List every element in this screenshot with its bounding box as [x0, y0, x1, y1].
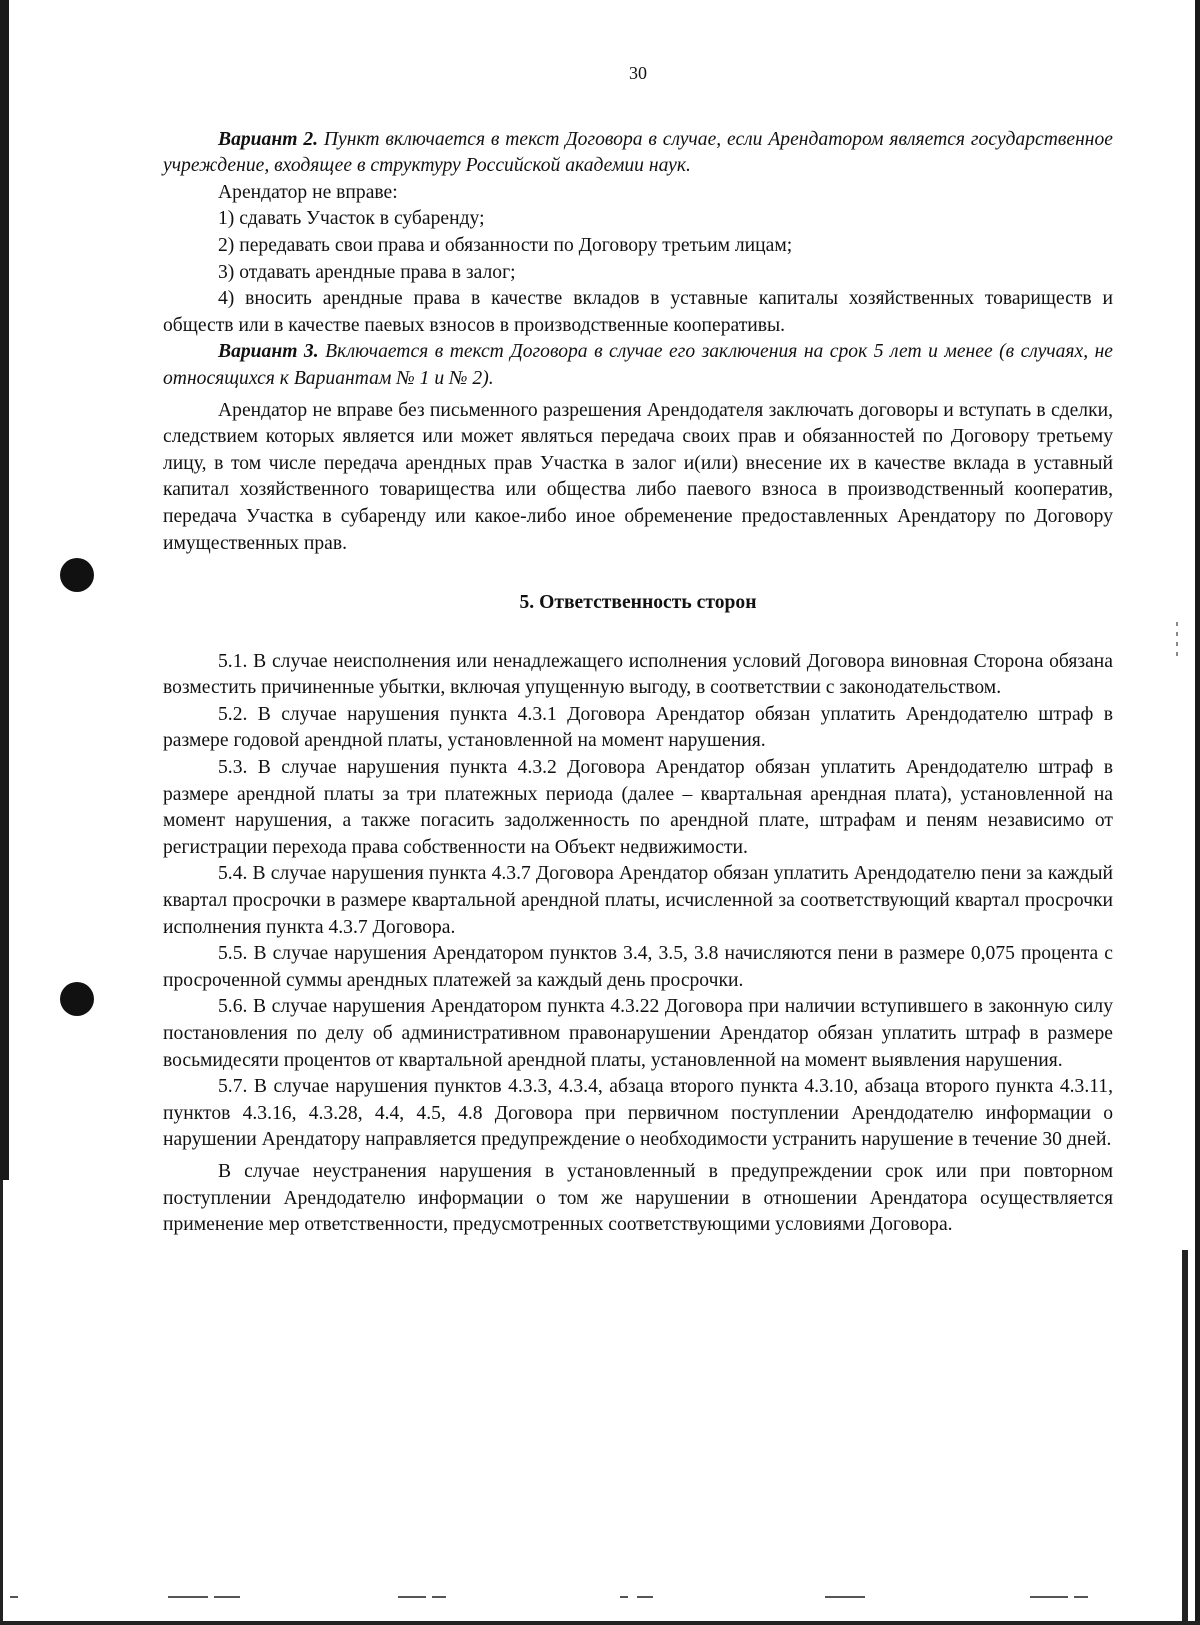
- clause-paragraph: В случае неустранения нарушения в установленный в предупреждении срок или при повторном поступлении Арендодателю информации о том же нарушении в отношении Арендатора осуществляется применение мер ответственности, предусмотренных соответствующими условиями Договора.: [163, 1160, 1113, 1236]
- clause-paragraph: 5.1. В случае неисполнения или ненадлежащего исполнения условий Договора виновная Сторона обязана возместить причиненные убытки, включая упущенную выгоду, в соответствии с законодательством.: [163, 650, 1113, 699]
- variant2-header: [163, 127, 1113, 180]
- scan-border-right-inner: [1182, 1250, 1188, 1625]
- document-page: [163, 60, 1113, 1239]
- scan-border-right: [1195, 0, 1200, 1625]
- variant3-label: Вариант 3.: [218, 341, 319, 363]
- variant3-header: [163, 339, 1113, 392]
- variant2-item: 1) сдавать Участок в субаренду;: [218, 208, 485, 230]
- scan-border-left: [0, 0, 9, 1180]
- variant2-item: 4) вносить арендные права в качестве вкладов в уставные капиталы хозяйственных товариществ и обществ или в качестве паевых взносов в производственные кооперативы.: [163, 288, 1113, 336]
- clause-paragraph: 5.5. В случае нарушения Арендатором пунктов 3.4, 3.5, 3.8 начисляются пени в размере 0,075 процента с просроченной суммы арендных платежей за каждый день просрочки.: [163, 943, 1113, 991]
- variant3-text: Арендатор не вправе без письменного разрешения Арендодателя заключать договоры и вступать в сделки, следствием которых является или может являться передача своих прав и обязанностей по Договору третьему лицу, в том числе передача арендных прав Участка в залог и(или) внесение их в качестве вклада в уставный капитал хозяйственного товарищества или общества либо паевого взноса в производственный кооператив, передача Участка в субаренду или какое-либо иное обременение предоставленных Арендатору по Договору имущественных прав.: [163, 399, 1113, 554]
- clause-paragraph: 5.2. В случае нарушения пункта 4.3.1 Договора Арендатор обязан уплатить Арендодателю штраф в размере годовой арендной платы, установленной на момент нарушения.: [163, 703, 1113, 752]
- scan-border-bottom: [0, 1621, 1200, 1625]
- page-number: 30: [629, 63, 647, 83]
- bottom-dash-marks: [0, 1596, 1200, 1599]
- variant2-label: Вариант 2.: [218, 128, 319, 150]
- variant2-intro: Арендатор не вправе:: [218, 181, 398, 203]
- clause-paragraph: 5.6. В случае нарушения Арендатором пункта 4.3.22 Договора при наличии вступившего в законную силу постановления по делу об административном правонарушении Арендатор обязан уплатить штраф в размере восьмидесяти процентов от квартальной арендной платы, установленной на момент выявления нарушения.: [163, 996, 1113, 1071]
- clause-paragraph: 5.7. В случае нарушения пунктов 4.3.3, 4.3.4, абзаца второго пункта 4.3.10, абзаца второго пункта 4.3.11, пунктов 4.3.16, 4.3.28, 4.4, 4.5, 4.8 Договора при первичном поступлении Арендодателю информации о нарушении Арендатору направляется предупреждение о необходимости устранить нарушение в течение 30 дней.: [163, 1076, 1113, 1151]
- scan-border-left-thin: [0, 1180, 3, 1625]
- clause-paragraph: 5.3. В случае нарушения пункта 4.3.2 Договора Арендатор обязан уплатить Арендодателю штраф в размере арендной платы за три платежных периода (далее – квартальная арендная плата), установленной на момент нарушения, а также погасить задолженность по арендной плате, штрафам и пеням независимо от регистрации перехода права собственности на Объект недвижимости.: [163, 757, 1113, 858]
- section-heading: 5. Ответственность сторон: [519, 592, 757, 614]
- variant2-item: 3) отдавать арендные права в залог;: [218, 261, 516, 283]
- clause-paragraph: 5.4. В случае нарушения пункта 4.3.7 Договора Арендатор обязан уплатить Арендодателю пени за каждый квартал просрочки в размере квартальной арендной платы, исчисленной за соответствующий квартал просрочки исполнения пункта 4.3.7 Договора.: [163, 863, 1113, 938]
- margin-marks: [1176, 622, 1178, 662]
- punch-hole-top: [60, 558, 94, 592]
- variant2-item: 2) передавать свои права и обязанности по Договору третьим лицам;: [218, 234, 793, 256]
- punch-hole-bottom: [60, 982, 94, 1016]
- variant2-note: Пункт включается в текст Договора в случае, если Арендатором является государственное учреждение, входящее в структуру Российской академии наук.: [163, 128, 1114, 177]
- variant3-note: Включается в текст Договора в случае его заключения на срок 5 лет и менее (в случаях, не относящихся к Вариантам № 1 и № 2).: [163, 341, 1113, 389]
